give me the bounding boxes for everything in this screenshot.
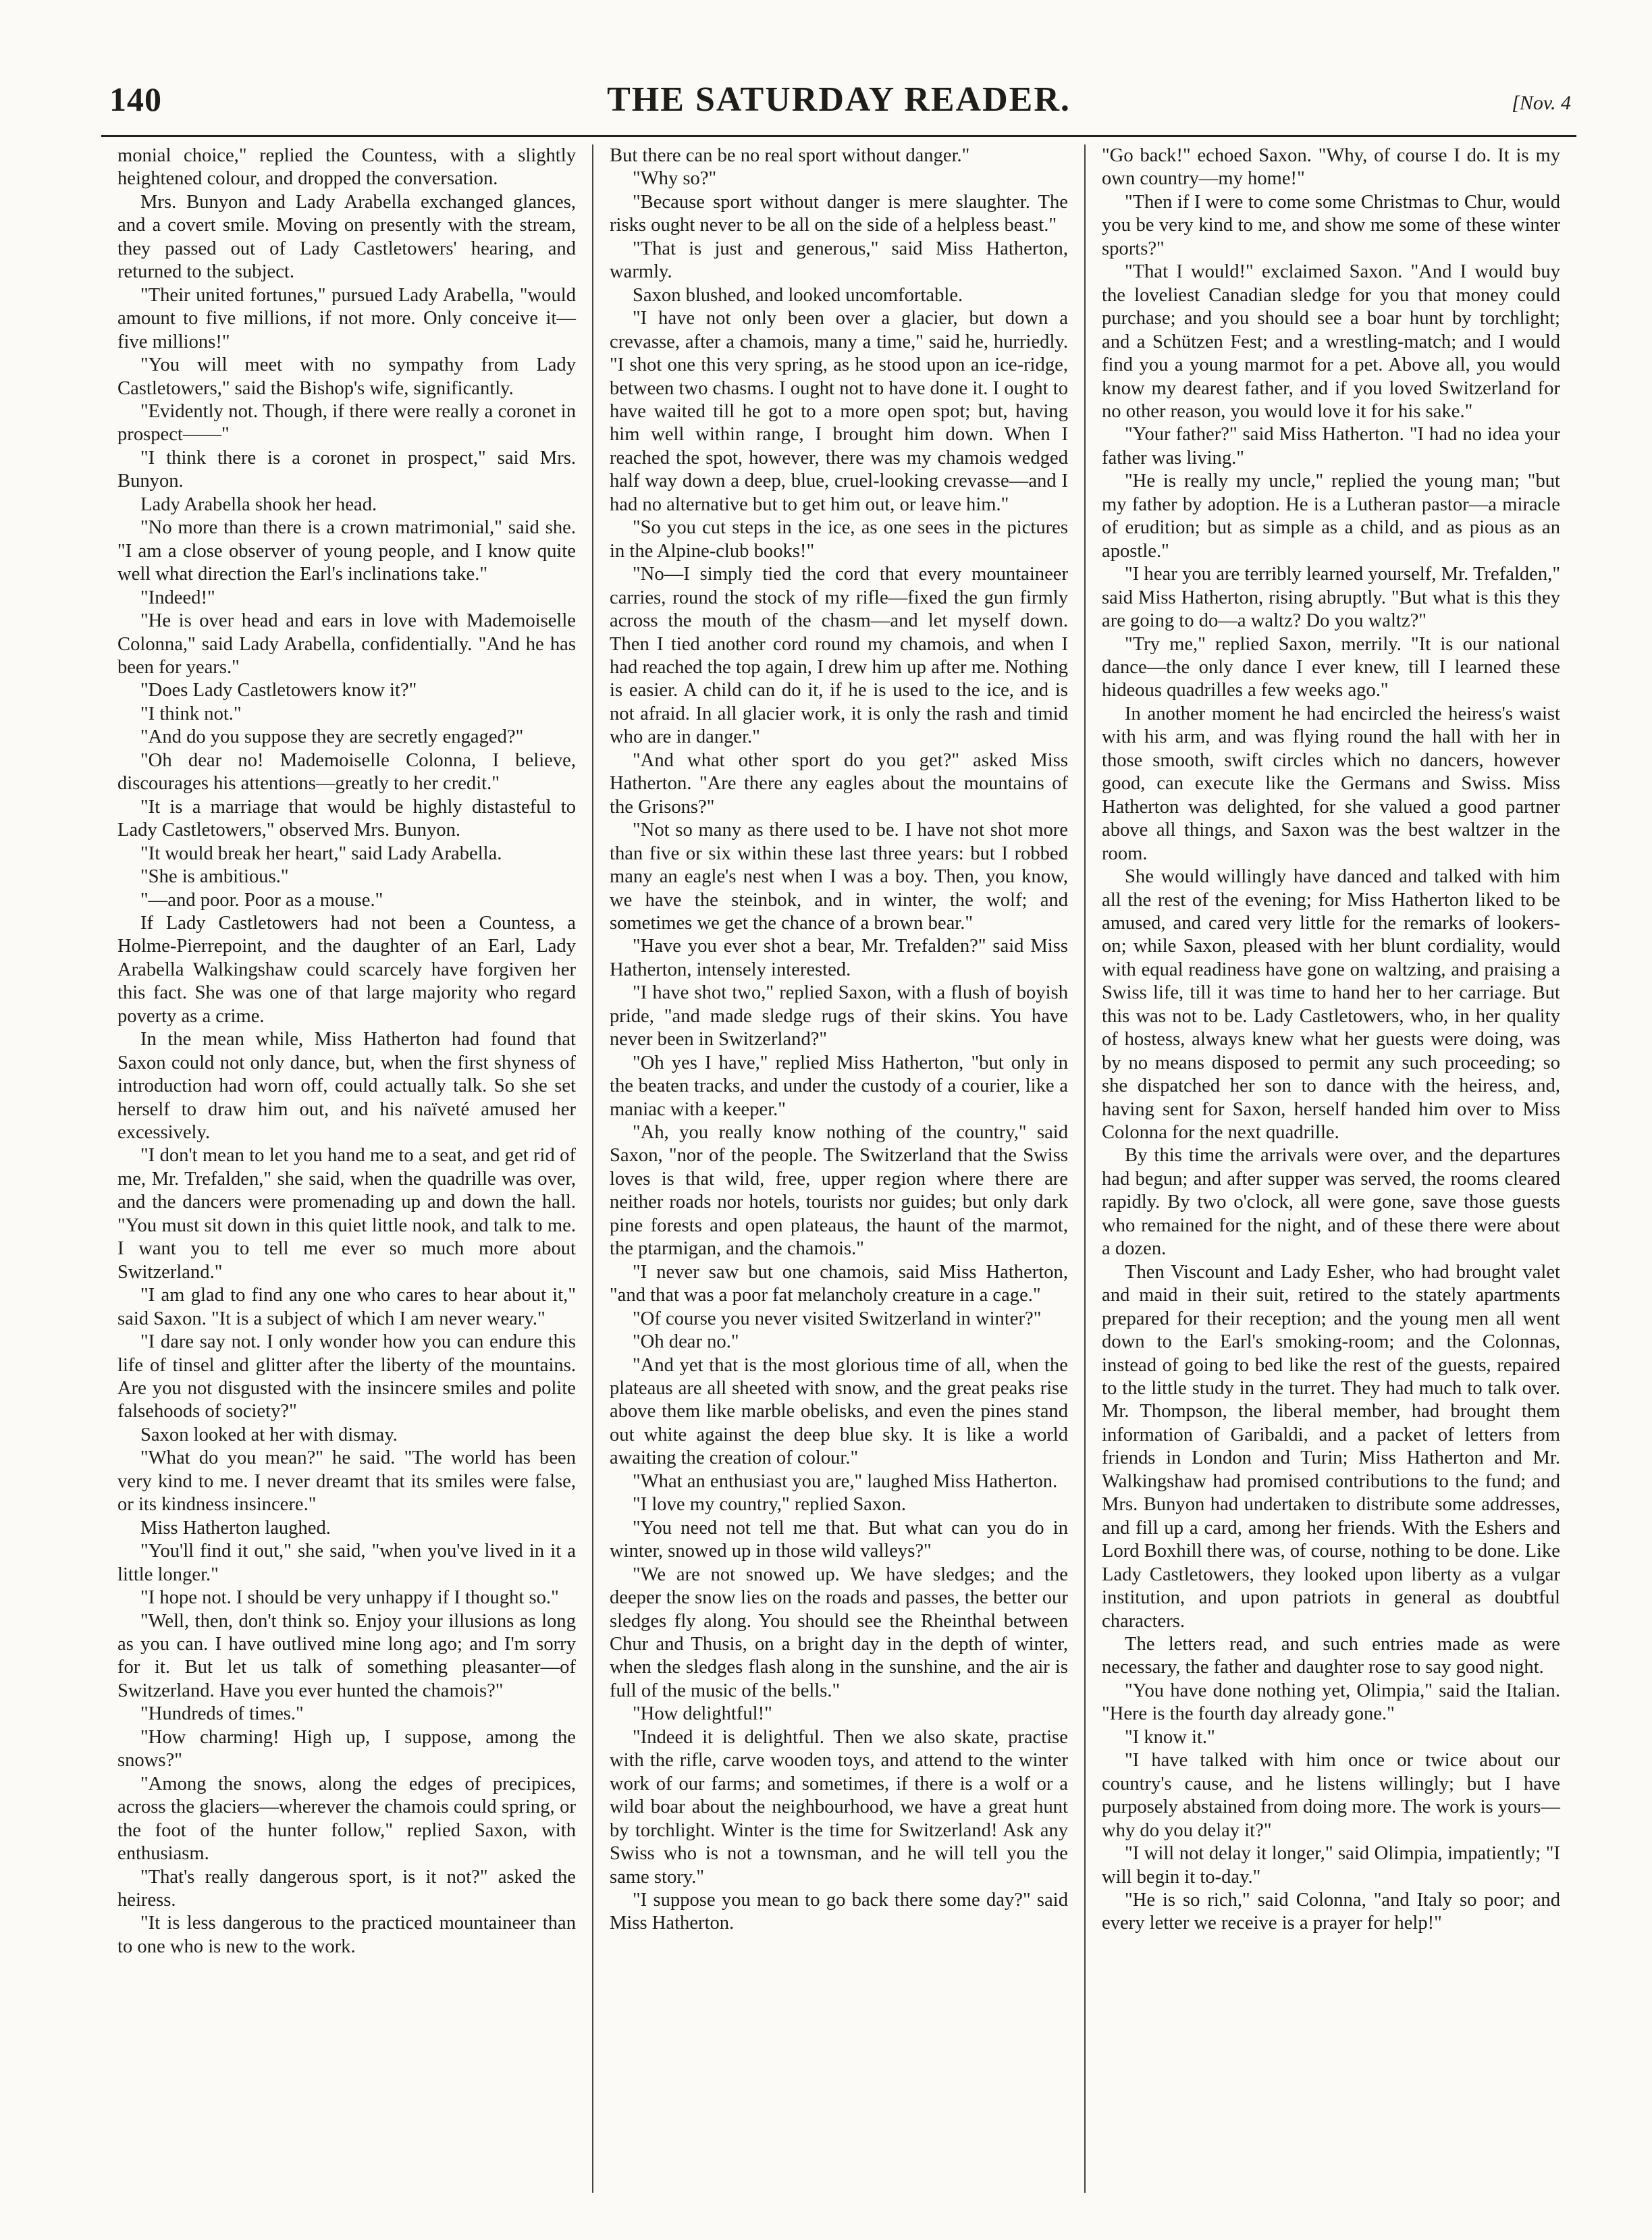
paragraph: "And what other sport do you get?" asked Miss Hatherton. "Are there any eagles about the mountains of the Grisons?" [610,749,1068,818]
page-number: 140 [109,80,162,118]
paragraph: "You will meet with no sympathy from Lady Castletowers," said the Bishop's wife, significantly. [117,354,576,399]
paragraph: "It is less dangerous to the practiced mountaineer than to one who is new to the work. [117,1913,576,1957]
paragraph: "No more than there is a crown matrimonial," said she. "I am a close observer of young people, and I know quite well what direction the Earl's inclinations take." [117,517,576,585]
paragraph: "He is over head and ears in love with Mademoiselle Colonna," said Lady Arabella, confidentially. "And he has been for years." [117,610,576,678]
paragraph: "What an enthusiast you are," laughed Miss Hatherton. [633,1470,1058,1492]
paragraph: "Not so many as there used to be. I have not shot more than five or six within these last three years: but I robbed many an eagle's nest when I was a boy. Then, you know, we have the steinbok, and in winter, the wolf; and sometimes we get the chance of a brown bear." [610,820,1068,934]
paragraph: Miss Hatherton laughed. [140,1517,331,1539]
paragraph: "That is just and generous," said Miss Hatherton, warmly. [610,238,1068,283]
paragraph: "I hope not. I should be very unhappy if I thought so." [140,1587,559,1609]
paragraph: If Lady Castletowers had not been a Countess, a Holme-Pierrepoint, and the daughter of an Earl, Lady Arabella Walkingshaw could scarcely have forgiven her this fact. She was one of that large majority who regard poverty as a crime. [117,912,576,1027]
paragraph: By this time the arrivals were over, and the departures had begun; and after supper was served, the rooms cleared rapidly. By two o'clock, all were gone, save those guests who remained for the night, and of these there were about a dozen. [1102,1145,1560,1260]
paragraph: "I think not." [140,703,242,724]
paragraph: "Oh dear no! Mademoiselle Colonna, I believe, discourages his attentions—greatly to her credit." [117,749,576,795]
paragraph: "I suppose you mean to go back there some day?" said Miss Hatherton. [610,1889,1068,1934]
paragraph: "I hear you are terribly learned yourself, Mr. Trefalden," said Miss Hatherton, rising abruptly. "But what is this they are going to do—a waltz? Do you waltz?" [1102,564,1560,632]
paragraph: "Of course you never visited Switzerland in winter?" [633,1308,1042,1329]
paragraph: "Among the snows, along the edges of precipices, across the glaciers—wherever the chamois could spring, or the foot of the hunter follow," replied Saxon, with enthusiasm. [117,1773,576,1865]
issue-date: [Nov. 4 [1512,92,1571,114]
paragraph: "Go back!" echoed Saxon. "Why, of course I do. It is my own country—my home!" [1102,145,1560,190]
paragraph: "Oh yes I have," replied Miss Hatherton, "but only in the beaten tracks, and under the custody of a courier, like a maniac with a keeper." [610,1052,1068,1120]
paragraph: Lady Arabella shook her head. [140,494,377,515]
paragraph: "No—I simply tied the cord that every mountaineer carries, round the stock of my rifle—fixed the gun firmly across the mouth of the chasm—and let myself down. Then I tied another cord round my chamois, and when I had reached the top again, I drew him up after me. Nothing is easier. A child can do it, if he is used to the ice, and is not afraid. In all glacier work, it is only the rash and timid who are in danger." [610,564,1068,748]
paragraph: "I know it." [1125,1726,1215,1748]
column-2 [592,144,1084,2193]
paragraph: "It is a marriage that would be highly distasteful to Lady Castletowers," observed Mrs. Bunyon. [117,796,576,841]
paragraph: Saxon looked at her with dismay. [140,1424,398,1445]
masthead-title: THE SATURDAY READER. [607,80,1071,119]
paragraph: "That I would!" exclaimed Saxon. "And I would buy the loveliest Canadian sledge for you that money could purchase; and you should see a boar hunt by torchlight; and a Schützen Fest; and a wrestling-match; and I would find you a young marmot for a pet. Above all, you would know my dearest father, and if you loved Switzerland for no other reason, you would love it for his sake." [1102,261,1560,422]
paragraph: "Try me," replied Saxon, merrily. "It is our national dance—the only dance I ever knew, till I learned these hideous quadrilles a few weeks ago." [1102,633,1560,701]
paragraph: "You need not tell me that. But what can you do in winter, snowed up in those wild valleys?" [610,1517,1068,1562]
paragraph: Mrs. Bunyon and Lady Arabella exchanged glances, and a covert smile. Moving on presently with the stream, they passed out of Lady Castletowers' hearing, and returned to the subject. [117,191,576,283]
paragraph: "It would break her heart," said Lady Arabella. [140,843,502,864]
paragraph: "I am glad to find any one who cares to hear about it," said Saxon. "It is a subject of which I am never weary." [117,1285,576,1329]
paragraph: "Does Lady Castletowers know it?" [140,680,417,701]
paragraph: "She is ambitious." [140,866,289,888]
paragraph: "Hundreds of times." [140,1703,304,1725]
paragraph: "You have done nothing yet, Olimpia," said the Italian. "Here is the fourth day already gone." [1102,1680,1560,1725]
article-columns [101,144,1576,2193]
paragraph: "We are not snowed up. We have sledges; and the deeper the snow lies on the roads and passes, the better our sledges fly along. You should see the Rheinthal between Chur and Thusis, on a bright day in the depth of winter, when the sledges flash along in the sunshine, and the air is full of the music of the bells." [610,1564,1068,1701]
paragraph: "Then if I were to come some Christmas to Chur, would you be very kind to me, and show me some of these winter sports?" [1102,191,1560,259]
paragraph: "Why so?" [633,168,717,190]
paragraph: In another moment he had encircled the heiress's waist with his arm, and was flying round the hall with her in those smooth, swift circles which no dancers, however good, can execute like the Germans and Swiss. Miss Hatherton was delighted, for she valued a good partner above all things, and Saxon was the best waltzer in the room. [1102,703,1560,864]
paragraph: "I dare say not. I only wonder how you can endure this life of tinsel and glitter after the liberty of the mountains. Are you not disgusted with the insincere smiles and polite falsehoods of society?" [117,1331,576,1422]
header-rule [101,135,1576,137]
paragraph: "Ah, you really know nothing of the country," said Saxon, "nor of the people. The Switzerland that the Swiss loves is that wild, free, upper region where there are neither roads nor hotels, tourists nor guides; but only dark pine forests and open plateaus, the haunt of the marmot, the ptarmigan, and the chamois." [610,1122,1068,1260]
page-header [101,80,1576,136]
paragraph: "That's really dangerous sport, is it not?" asked the heiress. [117,1866,576,1911]
column-1 [101,144,592,2193]
paragraph: "And yet that is the most glorious time of all, when the plateaus are all sheeted with snow, and the great peaks rise above them like marble obelisks, and even the pines stand out white against the deep blue sky. It is like a world awaiting the creation of colour." [610,1354,1068,1469]
paragraph: "I think there is a coronet in prospect," said Mrs. Bunyon. [117,447,576,492]
paragraph: "I have talked with him once or twice about our country's cause, and he listens willingly; but I have purposely abstained from doing more. The work is yours—why do you delay it?" [1102,1750,1560,1841]
paragraph: The letters read, and such entries made as were necessary, the father and daughter rose to say good night. [1102,1634,1560,1678]
paragraph: "Well, then, don't think so. Enjoy your illusions as long as you can. I have outlived mine long ago; and I'm sorry for it. But let us talk of something pleasanter—of Switzerland. Have you ever hunted the chamois?" [117,1610,576,1701]
paragraph: "What do you mean?" he said. "The world has been very kind to me. I never dreamt that its smiles were false, or its kindness insincere." [117,1447,576,1516]
paragraph: "Their united fortunes," pursued Lady Arabella, "would amount to five millions, if not more. Only conceive it—five millions!" [117,284,576,352]
paragraph: "I have not only been over a glacier, but down a crevasse, after a chamois, many a time," said he, hurriedly. "I shot one this very spring, as he stood upon an ice-ridge, between two chasms. I ought not to have done it. I ought to have waited till he got to a more open spot; but, having him well within range, I brought him down. When I reached the spot, however, there was my chamois wedged half way down a deep, blue, cruel-looking crevasse—and I had no alternative but to get him out, or leave him." [610,308,1068,515]
paragraph: "I have shot two," replied Saxon, with a flush of boyish pride, "and made sledge rugs of their skins. You have never been in Switzerland?" [610,982,1068,1050]
paragraph: "Your father?" said Miss Hatherton. "I had no idea your father was living." [1102,424,1560,469]
paragraph: But there can be no real sport without danger." [610,145,970,166]
paragraph: "I don't mean to let you hand me to a seat, and get rid of me, Mr. Trefalden," she said, when the quadrille was over, and the dancers were promenading up and down the hall. "You must sit down in this quiet little nook, and talk to me. I want you to tell me ever so much more about Switzerland." [117,1145,576,1283]
paragraph: "And do you suppose they are secretly engaged?" [140,726,524,748]
paragraph: "How charming! High up, I suppose, among the snows?" [117,1726,576,1771]
paragraph: "How delightful!" [633,1703,772,1725]
paragraph: "So you cut steps in the ice, as one sees in the pictures in the Alpine-club books!" [610,517,1068,562]
paragraph: Then Viscount and Lady Esher, who had brought valet and maid in their suit, retired to the stately apartments prepared for their reception; and the young men all went down to the Earl's smoking-room; and the Colonnas, instead of going to bed like the rest of the guests, repaired to the little study in the turret. They had much to talk over. Mr. Thompson, the liberal member, had brought them information of Garibaldi, and a packet of letters from friends in London and Turin; Miss Hatherton and Mr. Walkingshaw had promised contributions to the fund; and Mrs. Bunyon had undertaken to distribute some addresses, and fill up a card, among her friends. With the Eshers and Lord Boxhill there was, of course, nothing to be done. Like Lady Castletowers, they looked upon liberty as a vulgar institution, and upon patriots in general as doubtful characters. [1102,1261,1560,1632]
column-3 [1084,144,1576,2193]
paragraph: "Indeed!" [140,587,215,608]
paragraph: "Have you ever shot a bear, Mr. Trefalden?" said Miss Hatherton, intensely interested. [610,936,1068,980]
paragraph: "I will not delay it longer," said Olimpia, impatiently; "I will begin it to-day." [1102,1843,1560,1888]
paragraph: She would willingly have danced and talked with him all the rest of the evening; for Miss Hatherton liked to be amused, and cared very little for the remarks of lookers-on; while Saxon, pleased with her blunt cordiality, would with equal readiness have gone on waltzing, and praising a Swiss life, till it was time to hand her to her carriage. But this was not to be. Lady Castletowers, who, in her quality of hostess, always knew what her guests were doing, was by no means disposed to permit any such proceeding; so she dispatched her son to dance with the heiress, and, having sent for Saxon, herself handed him over to Miss Colonna for the next quadrille. [1102,866,1560,1144]
paragraph: "You'll find it out," she said, "when you've lived in it a little longer." [117,1541,576,1585]
paragraph: "He is really my uncle," replied the young man; "but my father by adoption. He is a Lutheran pastor—a miracle of erudition; but as simple as a child, and as pious as an apostle." [1102,471,1560,562]
paragraph: Saxon blushed, and looked uncomfortable. [633,284,963,306]
paragraph: "He is so rich," said Colonna, "and Italy so poor; and every letter we receive is a prayer for help!" [1102,1889,1560,1934]
paragraph: "Indeed it is delightful. Then we also skate, practise with the rifle, carve wooden toys, and attend to the winter work of our farms; and sometimes, if there is a wolf or a wild boar about the neighbourhood, we have a great hunt by torchlight. Winter is the time for Switzerland! Ask any Swiss who is not a townsman, and he will tell you the same story." [610,1726,1068,1888]
paragraph: "Oh dear no." [633,1331,739,1353]
paragraph: "—and poor. Poor as a mouse." [140,889,383,911]
paragraph: monial choice," replied the Countess, with a slightly heightened colour, and dropped the conversation. [117,145,576,190]
paragraph: In the mean while, Miss Hatherton had found that Saxon could not only dance, but, when the first shyness of introduction had worn off, could actually talk. So she set herself to draw him out, and his naïveté amused her excessively. [117,1029,576,1144]
paragraph: "Because sport without danger is mere slaughter. The risks ought never to be all on the side of a helpless beast." [610,191,1068,236]
paragraph: "I never saw but one chamois, said Miss Hatherton, "and that was a poor fat melancholy creature in a cage." [610,1261,1068,1306]
paragraph: "I love my country," replied Saxon. [633,1494,907,1516]
paragraph: "Evidently not. Though, if there were really a coronet in prospect——" [117,400,576,446]
